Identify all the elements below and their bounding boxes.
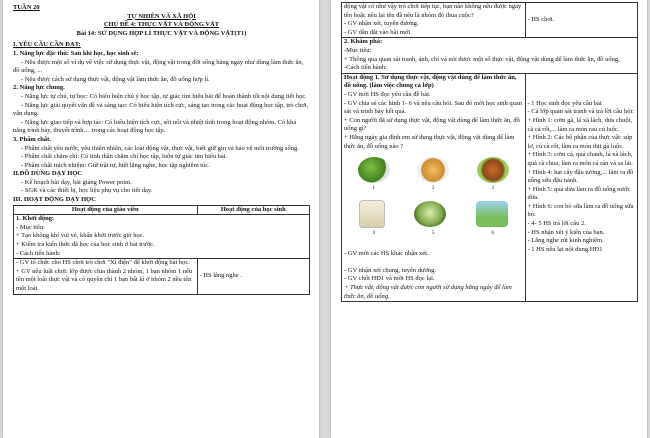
cell-text: - 4- 5 HS trả lời câu 2. [527, 220, 586, 228]
section-activities: III. HOẠT ĐỘNG DẠY HỌC [13, 196, 96, 204]
capability-2-heading: 2. Năng lực chung. [13, 84, 65, 92]
table-row [342, 38, 638, 73]
food-image-coconut [414, 201, 446, 227]
paragraph: - Phẩm chất yêu nước, yêu thiên nhiên, các loài động vật, thực vật, biết giữ gìn và bảo vệ môi trường sống. [21, 144, 299, 152]
food-image-fish [477, 157, 509, 183]
cell-text: - GV chia sẻ các hình 1- 6 và nêu câu hỏi. Sau đó mời học sinh quan sát và trình bày kết quả. [344, 99, 523, 116]
image-number: 2 [432, 186, 435, 192]
table-row [342, 3, 638, 38]
cell-text: + Hằng ngày gia đình em sử dụng thực vật, động vật dùng để làm thức ăn, đồ uống nào ? [344, 133, 515, 150]
cell-text: + Thông qua quan sát tranh, ảnh, chỉ và nói được một số thực vật, động vật dùng để làm thức ăn, đồ uống, [344, 55, 620, 63]
lesson-title: Bài 14: SỬ DỤNG HỢP LÍ THỰC VẬT VÀ ĐỘNG VẬT(T1) [76, 29, 247, 37]
cell-text: - GV nhận xét, tuyên dương. [344, 20, 419, 28]
food-image-cow [476, 201, 508, 227]
cell-text: - GV mời các HS khác nhận xét. [344, 250, 429, 258]
image-number-row [344, 185, 523, 194]
paragraph: - Kế hoạch bài dạy, bài giảng Power point. [21, 178, 132, 186]
cell-text: - GV nhận xét chung, tuyên dương. [344, 266, 437, 274]
paragraph: - Nêu được cách sử dụng thực vật, động vật làm thức ăn, đồ uống hợp lí. [21, 75, 210, 83]
food-image-soy-milk [359, 200, 385, 228]
paragraph: - Phẩm chất chăm chỉ: Có tinh thần chăm chỉ học tập, luôn tự giác tìm hiểu bài. [21, 153, 228, 161]
topic-title: CHỦ ĐỀ 4: THỰC VẬT VÀ ĐỘNG VẬT [103, 21, 220, 29]
document-page-2 [331, 0, 647, 438]
cell-text: + Hình 2: Các bộ phận của thực vật: súp lơ, củ cà rốt, làm ra món thịt gà luộc. [527, 134, 633, 150]
cell-text: -Mục tiêu: [344, 46, 372, 54]
capability-1-heading: 1. Năng lực đặc thù: Sau khi học, học sinh sẽ: [13, 49, 139, 57]
section-requirements: I. YÊU CẦU CẦN ĐẠT: [13, 41, 81, 49]
activity-table-continued [341, 2, 638, 302]
week-label: TUẦN 20 [13, 4, 40, 11]
document-page-1 [3, 0, 319, 438]
cell-text: động vật có như vậy trò chơi tiếp tục, bạn nào không nêu được ngay tên hoặc nêu lại tên đã nêu là nhóm đó thua cuộc? [344, 3, 522, 19]
paragraph: - Năng lực tự chủ, tự học: Có biểu hiện chú ý học tập, tự giác tìm hiểu bài để hoàn thành tốt nội dung tiết học. [21, 92, 307, 100]
food-image-row-top [344, 157, 523, 183]
paragraph: - SGK và các thiết bị, học liệu phụ vụ cho tiết dạy. [21, 187, 153, 195]
cell-text: -Cách tiến hành: [344, 64, 387, 72]
cell-text: + Hình 1: cơm gà, lá xà lách, dưa chuột, cà cà rốt,... làm ra món rau củ luộc. [527, 116, 633, 133]
image-number: 1 [372, 186, 375, 192]
cell-text: - Cách tiến hành: [16, 249, 61, 257]
cell-text: + Tạo không khí vui vẻ, khấn khởi trước giờ học. [16, 232, 145, 240]
cell-text: + Hình 4: hạt cây đậu tương,... làm ra đồ uống sữa đậu nành. [527, 168, 634, 185]
food-image-vegetables [358, 157, 390, 183]
activity-table [13, 205, 310, 295]
capability-3-heading: 3. Phẩm chất. [13, 135, 51, 143]
table-row [342, 73, 638, 302]
cell-text: - Lắng nghe rút kinh nghiệm. [527, 237, 604, 245]
explore-heading: 2. Khám phá: [344, 38, 383, 46]
cell-text: - HS chơi. [527, 15, 555, 23]
table-row [14, 215, 310, 259]
paragraph: - Năng lực giao tiếp và hợp tác: Có biểu hiện tích cực, sôi nổi và nhiệt tình trong hoạt động nhóm. Có khả năng trình bày, thuyết trình… trong các hoạt động học tập. [13, 118, 297, 135]
cell-text: - GV mời HS đọc yêu cầu đề bài. [344, 90, 431, 98]
cell-text: + Con người đã sử dụng thực vật, động vật dùng để làm thức ăn, đồ uống gì? [344, 116, 520, 133]
column-header-student: Hoạt động của học sinh [197, 205, 309, 215]
image-number: 3 [491, 186, 494, 192]
image-number: 5 [432, 230, 435, 236]
table-row [14, 259, 310, 294]
cell-text: + Thực vật, động vật được con người sử dụng hằng ngày để làm thức ăn, đồ uống. [344, 284, 512, 300]
subject-title: TỰ NHIÊN VÀ XÃ HỘI [127, 12, 196, 20]
cell-text: + Hình 5: quả dừa làm ra đồ uống nước dừa. [527, 185, 631, 202]
cell-text: - Cả lớp quan sát tranh và trả lời câu hỏi: [527, 108, 635, 116]
cell-text: - GV tổ chức cho HS chơi trò chơi "Xì điện" để khởi động bài học. [16, 259, 190, 267]
image-number: 4 [372, 230, 375, 236]
paragraph: - Năng lực giải quyết vấn đề và sáng tạo: Có biểu hiện tích cực, sáng tạo trong các hoạt động học tập, trò chơi, vận dụng. [13, 101, 309, 118]
warmup-heading: 1. Khởi động: [16, 215, 55, 223]
cell-text: - 1 HS nêu lại nội dung HĐ1 [527, 245, 603, 253]
cell-text: - Mục tiêu: [16, 223, 45, 231]
cell-text: - 1 Học sinh đọc yêu cầu bài [527, 99, 602, 107]
cell-text: + Kiểm tra kiến thức đã học của học sinh ở bài trước. [16, 241, 155, 249]
cell-text: + Hình 3: cơm cá, quả chanh, lá xà lách, quả cà chua, làm ra món cá rán và sa lát. [527, 151, 633, 167]
cell-text: - GV dẫn dắt vào bài mới [344, 28, 411, 36]
cell-text: - HS nhận xét ý kiến của bạn. [527, 228, 605, 236]
section-tools: II.ĐỒ DÙNG DẠY HỌC [13, 170, 83, 178]
column-header-teacher: Hoạt động của giáo viên [14, 205, 198, 215]
cell-text: + Hình 6: con bò sữa làm ra đồ uống sữa bò. [527, 202, 634, 219]
cell-text: + GV nêu luật chơi: lớp được chia thành 2 nhóm, 1 bạn nhóm 1 nêu tên một loài thực vật và có quyền chỉ 1 bạn bất kì ở nhóm 2 nêu tên một loài [16, 267, 193, 292]
paragraph: - Nêu được một số ví dụ về việc sử dụng thực vật, động vật trong đời sống hàng ngày như dùng làm thức ăn, đồ uống, ... [13, 58, 304, 75]
image-number-row [344, 230, 523, 239]
food-image-row-bottom [344, 200, 523, 228]
food-image-chicken [417, 157, 449, 183]
cell-text: - GV chốt HĐ1 và mời HS đọc lại. [344, 275, 435, 283]
paragraph: - Phẩm chất trách nhiệm: Giữ trật tự, biết lắng nghe, học tập nghiêm túc. [21, 161, 210, 169]
activity-1-heading: Hoạt động 1. Sử dụng thực vật, động vật dùng để làm thức ăn, đồ uống. (làm việc chung cả lớp) [344, 73, 517, 90]
image-number: 6 [491, 230, 494, 236]
cell-text: - HS lắng nghe . [199, 272, 242, 280]
